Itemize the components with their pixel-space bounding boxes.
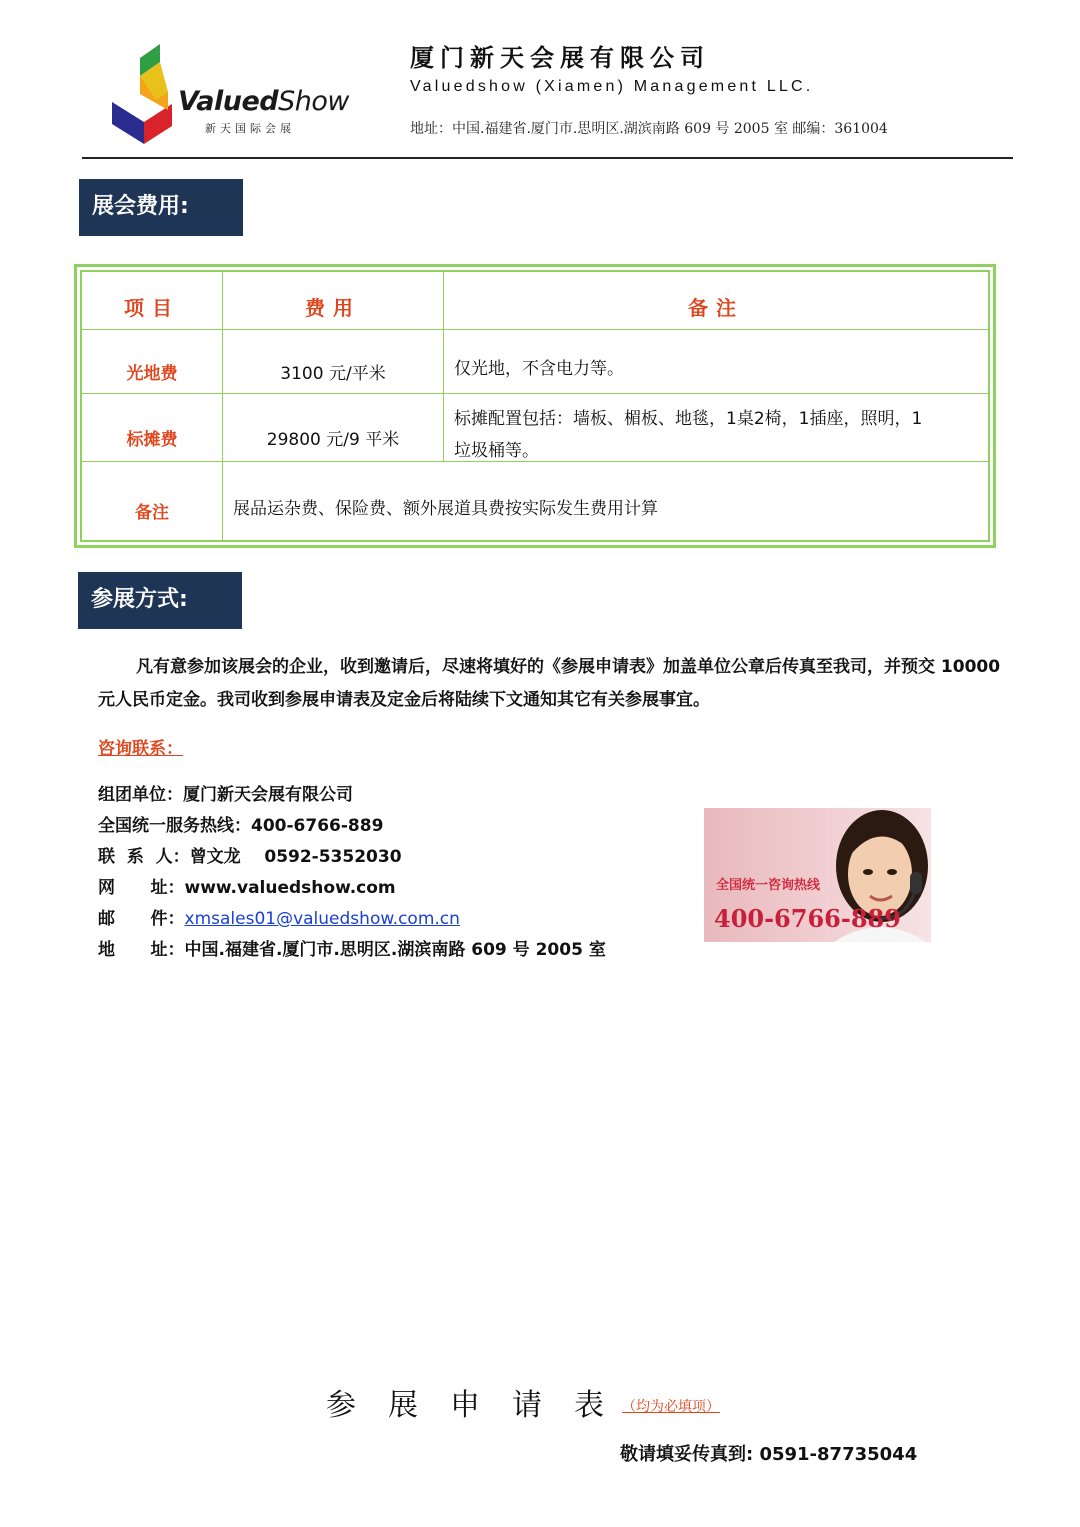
note-standard-booth-line2: 垃圾桶等。 xyxy=(454,441,539,461)
banner-hotline-label: 全国统一咨询热线 xyxy=(716,878,821,893)
fee-table xyxy=(80,270,990,542)
consult-label: 咨询联系： xyxy=(98,739,183,759)
contact-website: 网 址：www.valuedshow.com xyxy=(98,878,396,898)
participation-paragraph: 凡有意参加该展会的企业，收到邀请后，尽速将填好的《参展申请表》加盖单位公章后传真至我司，并预交 10000 元人民币定金。我司收到参展申请表及定金后将陆续下文通知其它有关参展事宜。 xyxy=(98,657,1001,710)
logo-wordmark: ValuedShow xyxy=(178,86,349,117)
fax-instruction: 敬请填妥传真到: 0591-87735044 xyxy=(620,1444,918,1465)
fee-standard-booth: 29800 元/9 平米 xyxy=(266,430,400,450)
contact-address: 地 址：中国.福建省.厦门市.思明区.湖滨南路 609 号 2005 室 xyxy=(98,940,606,960)
remark-text: 展品运杂费、保险费、额外展道具费按实际发生费用计算 xyxy=(233,499,658,519)
required-fields-note: （均为必填项） xyxy=(622,1399,720,1415)
company-name-en: Valuedshow (Xiamen) Management LLC. xyxy=(410,78,814,95)
company-name-cn: 厦门新天会展有限公司 xyxy=(410,44,710,72)
participation-section-label: 参展方式: xyxy=(78,572,242,629)
note-bare-space: 仅光地，不含电力等。 xyxy=(454,359,624,379)
banner-hotline-number: 400-6766-889 xyxy=(714,904,901,933)
row-label-bare-space: 光地费 xyxy=(126,364,178,384)
contact-organizer: 组团单位：厦门新天会展有限公司 xyxy=(98,785,353,805)
header-divider xyxy=(82,157,1013,159)
note-standard-booth-line1: 标摊配置包括：墙板、楣板、地毯，1桌2椅，1插座，照明，1 xyxy=(454,409,923,429)
email-link[interactable]: xmsales01@valuedshow.com.cn xyxy=(184,909,460,929)
contact-person: 联 系 人：曾文龙 0592-5352030 xyxy=(98,847,402,867)
contact-hotline: 全国统一服务热线：400-6766-889 xyxy=(98,816,384,836)
fee-bare-space: 3100 元/平米 xyxy=(280,364,386,384)
header-fee: 费用 xyxy=(305,296,361,320)
application-form-title: 参展申请表 xyxy=(326,1388,636,1423)
fees-section-label: 展会费用: xyxy=(79,179,243,236)
row-label-standard-booth: 标摊费 xyxy=(126,430,178,450)
company-address: 地址：中国.福建省.厦门市.思明区.湖滨南路 609 号 2005 室 邮编：361004 xyxy=(410,121,888,137)
contact-email: 邮 件：xmsales01@valuedshow.com.cn xyxy=(98,909,460,929)
header-note: 备注 xyxy=(688,296,744,320)
hotline-banner xyxy=(704,808,931,942)
header-item: 项目 xyxy=(124,296,180,320)
row-label-remark: 备注 xyxy=(135,503,169,523)
logo-subtitle: 新天国际会展 xyxy=(205,122,295,135)
